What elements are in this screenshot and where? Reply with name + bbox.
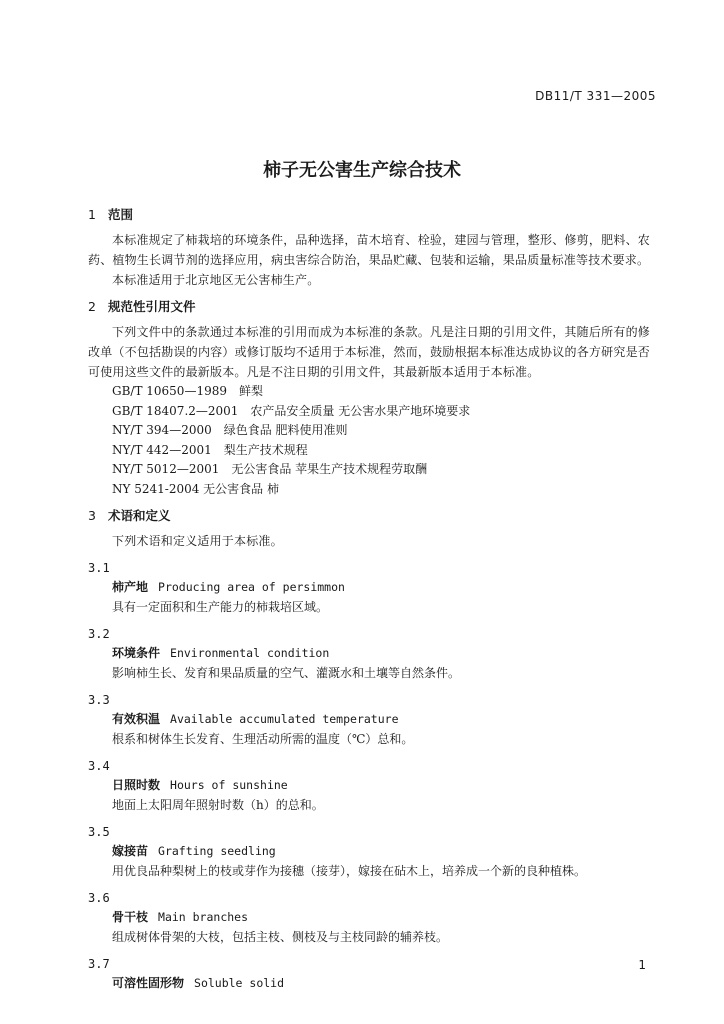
section-title: 规范性引用文件 [108,299,196,314]
paragraph: 本标准适用于北京地区无公害柿生产。 [112,273,320,287]
term-entry [88,973,650,993]
section-title: 范围 [108,207,134,222]
reference-item: NY/T 5012—2001 无公害食品 苹果生产技术规程劳取酬 [112,462,428,476]
section-heading-2 [88,296,650,318]
paragraph: 下列文件中的条款通过本标准的引用而成为本标准的条款。凡是注日期的引用文件，其随后所有的修改单（不包括勘误的内容）或修订版均不适用于本标准，然而，鼓励根据本标准达成协议的各方研究是否可使用这些文件的最新版本。凡是不注日期的引用文件，其最新版本适用于本标准。 [88,325,650,379]
term-english: Soluble solid [194,976,285,990]
reference-item: NY 5241-2004 无公害食品 柿 [112,481,279,496]
term-chinese: 日照时数 [112,778,161,792]
term-number: 3.5 [88,825,110,839]
term-english: Grafting seedling [158,844,276,858]
section-number: 2 [88,299,96,314]
reference-item: GB/T 18407.2—2001 农产品安全质量 无公害水果产地环境要求 [112,403,471,418]
standard-code: DB11/T 331—2005 [535,89,656,103]
term-number: 3.3 [88,693,110,707]
term-number: 3.2 [88,627,110,641]
term-english: Available accumulated temperature [170,712,399,726]
term-entry [88,907,650,927]
document-body [88,198,650,993]
term-number: 3.1 [88,561,110,575]
term-definition: 根系和树体生长发育、生理活动所需的温度（℃）总和。 [112,732,414,746]
page-number: 1 [638,958,646,972]
section-title: 术语和定义 [108,508,171,523]
term-entry [88,775,650,795]
term-definition: 影响柿生长、发育和果品质量的空气、灌溉水和土壤等自然条件。 [112,666,461,680]
term-entry [88,709,650,729]
term-definition: 地面上太阳周年照射时数（h）的总和。 [112,798,324,812]
paragraph: 下列术语和定义适用于本标准。 [112,534,283,548]
term-definition: 具有一定面积和生产能力的柿栽培区域。 [112,600,329,614]
term-definition: 用优良品种梨树上的枝或芽作为接穗（接芽），嫁接在砧木上，培养成一个新的良种植株。 [112,864,587,878]
term-chinese: 嫁接苗 [112,844,149,858]
term-chinese: 可溶性固形物 [112,976,185,990]
term-english: Environmental condition [170,646,330,660]
term-number: 3.4 [88,759,110,773]
reference-item: GB/T 10650—1989 鲜梨 [112,384,263,398]
term-english: Producing area of persimmon [158,580,345,594]
section-heading-1 [88,204,650,226]
section-number: 1 [88,207,96,222]
reference-item: NY/T 394—2000 绿色食品 肥料使用准则 [112,423,348,437]
term-english: Main branches [158,910,249,924]
term-definition: 组成树体骨架的大枝，包括主枝、侧枝及与主枝同龄的辅养枝。 [112,930,449,944]
term-chinese: 柿产地 [112,580,149,594]
term-english: Hours of sunshine [170,778,288,792]
term-entry [88,841,650,861]
section-number: 3 [88,508,96,523]
section-heading-3 [88,505,650,527]
document-title: 柿子无公害生产综合技术 [263,160,461,181]
reference-item: NY/T 442—2001 梨生产技术规程 [112,442,308,457]
term-chinese: 环境条件 [112,646,161,660]
term-number: 3.7 [88,957,110,971]
term-entry [88,643,650,663]
term-chinese: 有效积温 [112,712,161,726]
term-chinese: 骨干枝 [112,910,149,924]
term-number: 3.6 [88,891,110,905]
term-entry [88,577,650,597]
paragraph: 本标准规定了柿栽培的环境条件，品种选择，苗木培育、栓验，建园与管理，整形、修剪，肥料、农药、植物生长调节剂的选择应用，病虫害综合防治，果品贮藏、包装和运输，果品质量标准等技术要求。 [88,233,650,267]
